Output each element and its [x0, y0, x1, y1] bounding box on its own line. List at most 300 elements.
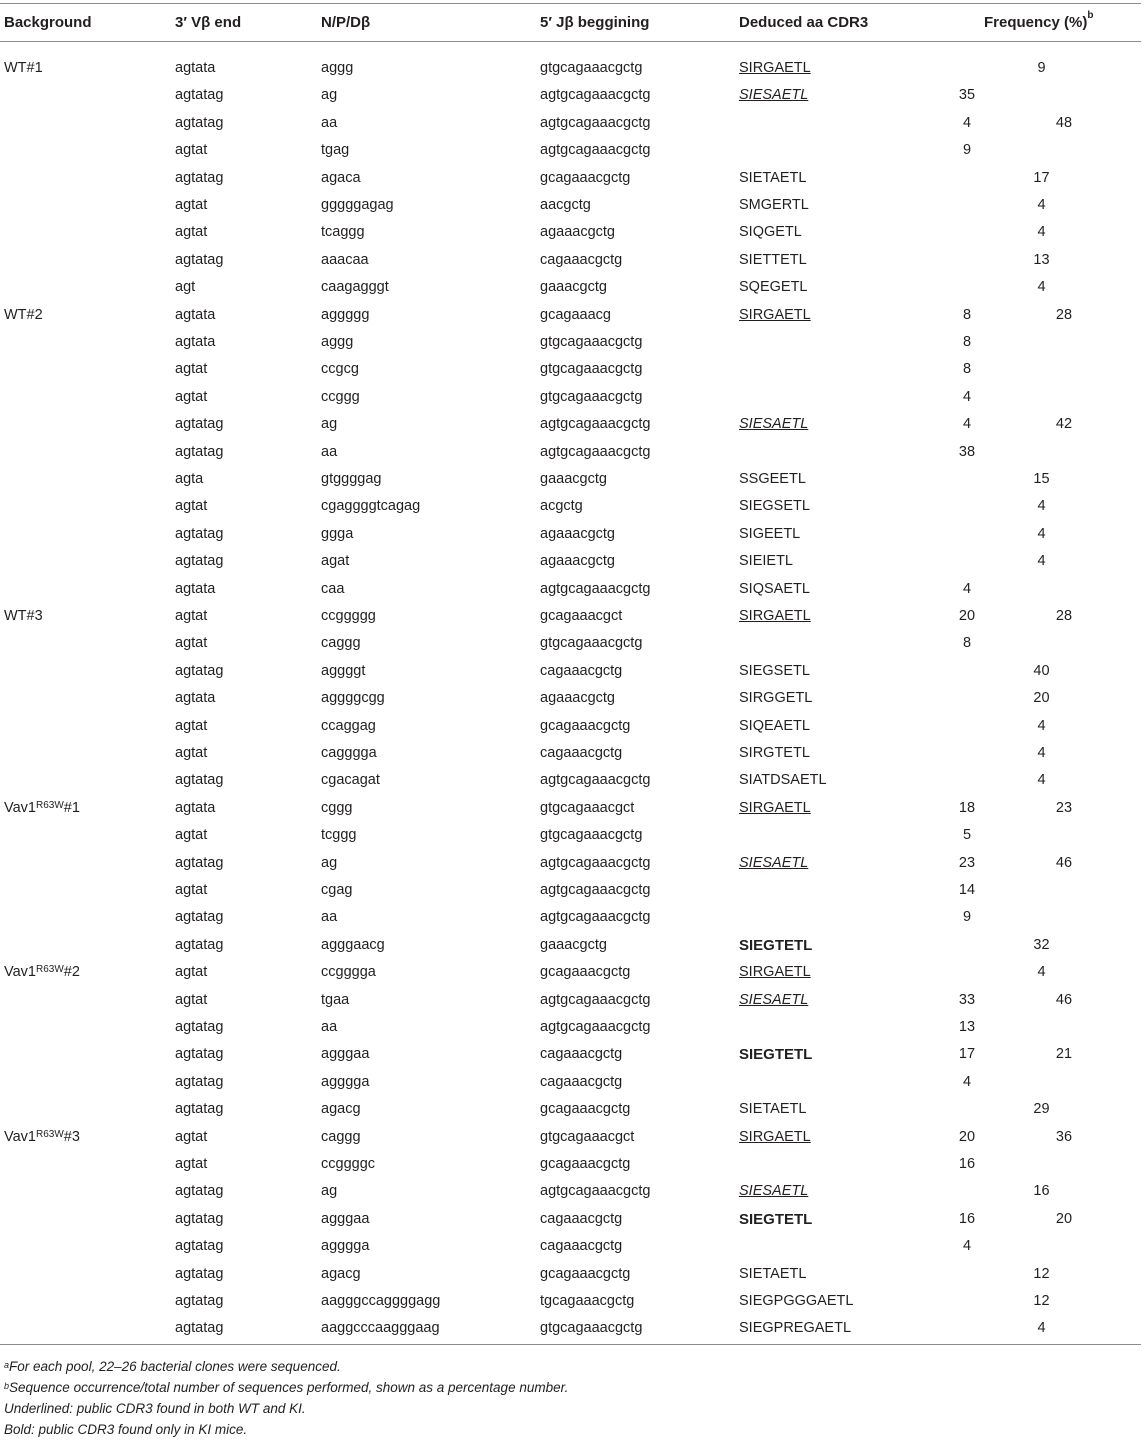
- cell-frequency-seq: 4: [962, 1238, 972, 1255]
- cell-npd: aa: [321, 1019, 338, 1035]
- table-row: [0, 466, 1141, 493]
- cell-npd: caa: [321, 580, 345, 597]
- cell-v-end: agtat: [175, 361, 208, 378]
- table-row: [0, 1124, 1141, 1151]
- cell-j-beginning: cagaaacgctg: [540, 1210, 623, 1227]
- cell-v-end: agtatag: [175, 1210, 224, 1227]
- cell-cdr3: SIQGETL: [739, 224, 802, 241]
- table-row: [0, 439, 1141, 466]
- cell-frequency-seq: 16: [958, 1156, 976, 1172]
- cell-npd: tcggg: [321, 827, 357, 844]
- cell-v-end: agtatag: [175, 1265, 224, 1282]
- cell-cdr3: SIGEETL: [739, 525, 801, 542]
- cell-v-end: agtatag: [175, 1238, 224, 1255]
- table-row: [0, 411, 1141, 438]
- cell-j-beginning: acgctg: [540, 498, 583, 515]
- cell-npd: tcaggg: [321, 224, 365, 241]
- cell-cdr3: SIEGTETL: [739, 1210, 813, 1228]
- cell-npd: ccggggc: [321, 1156, 376, 1172]
- cell-cdr3: SIESAETL: [739, 87, 809, 104]
- cell-v-end: agtat: [175, 224, 208, 241]
- cell-j-beginning: gaaacgctg: [540, 936, 607, 953]
- table-row: [0, 1096, 1141, 1123]
- header-frequency-sup: b: [1087, 10, 1094, 21]
- cell-npd: ccgggga: [321, 964, 376, 981]
- cell-v-end: agtat: [175, 142, 208, 159]
- cell-j-beginning: agtgcagaaacgctg: [540, 1019, 651, 1035]
- background-label: Vav1: [4, 799, 36, 816]
- background-superscript: R63W: [35, 799, 64, 811]
- cell-npd: gggggagag: [321, 197, 394, 213]
- cell-npd: aa: [321, 114, 338, 131]
- cell-j-beginning: gcagaaacgctg: [540, 1101, 631, 1118]
- cell-npd: ggga: [321, 525, 354, 542]
- cell-v-end: agtata: [175, 799, 216, 816]
- table-row: [0, 576, 1141, 603]
- header-frequency-label: Frequency (%): [984, 14, 1088, 31]
- cell-background: [4, 799, 80, 818]
- background-label: WT#3: [4, 608, 43, 624]
- table-row: [0, 713, 1141, 740]
- cell-npd: ccaggag: [321, 717, 376, 734]
- cell-npd: cagggga: [321, 745, 377, 761]
- background-label: Vav1: [4, 1128, 36, 1145]
- cell-j-beginning: gcagaaacgct: [540, 608, 623, 624]
- cell-npd: ccgcg: [321, 361, 359, 378]
- cell-j-beginning: gaaacgctg: [540, 279, 607, 296]
- background-suffix: #1: [63, 799, 80, 816]
- cell-v-end: agtatag: [175, 772, 224, 789]
- table-row: [0, 137, 1141, 164]
- cell-frequency-seq: 38: [958, 443, 976, 460]
- cell-frequency-total: 28: [1055, 306, 1073, 323]
- cell-j-beginning: gtgcagaaacgctg: [540, 1320, 643, 1337]
- cell-cdr3: SQEGETL: [739, 279, 808, 296]
- cell-npd: aaacaa: [321, 251, 369, 268]
- table-row: [0, 356, 1141, 383]
- cell-v-end: agtat: [175, 964, 208, 981]
- cell-frequency-seq: 4: [962, 114, 972, 131]
- cell-frequency-seq: 8: [962, 306, 972, 323]
- cell-cdr3: SSGEETL: [739, 471, 806, 487]
- table-row: [0, 55, 1141, 82]
- cell-j-beginning: agaaacgctg: [540, 690, 615, 707]
- cell-npd: aggg: [321, 60, 354, 76]
- cell-npd: aggggcgg: [321, 690, 385, 707]
- table-row: [0, 1041, 1141, 1068]
- cell-v-end: agtatag: [175, 909, 224, 926]
- cell-cdr3: SIEGTETL: [739, 1046, 813, 1064]
- cell-frequency-seq: 17: [958, 1046, 976, 1063]
- table-row: [0, 685, 1141, 712]
- footnote-text: For each pool, 22–26 bacterial clones were sequenced.: [9, 1359, 341, 1374]
- header-npd: N/P/Dβ: [321, 14, 371, 31]
- cell-npd: caggg: [321, 635, 361, 652]
- cell-j-beginning: gtgcagaaacgctg: [540, 827, 643, 844]
- footnote-text: Bold: public CDR3 found only in KI mice.: [4, 1422, 248, 1437]
- cell-cdr3: SIEGPGGGAETL: [739, 1293, 854, 1309]
- cell-frequency-total: 36: [1055, 1128, 1073, 1145]
- cell-v-end: agtatag: [175, 416, 224, 433]
- cell-frequency-seq: 4: [962, 388, 972, 405]
- cell-frequency-total: 16: [1033, 1183, 1050, 1200]
- cell-npd: agggaa: [321, 1046, 370, 1063]
- background-suffix: #2: [63, 964, 80, 981]
- footnote: [4, 1400, 306, 1418]
- cell-v-end: agtat: [175, 1128, 208, 1145]
- cell-cdr3: SIETAETL: [739, 1265, 807, 1282]
- cell-v-end: agtatag: [175, 251, 224, 268]
- cell-j-beginning: agaaacgctg: [540, 224, 615, 241]
- cell-npd: agggga: [321, 1073, 370, 1090]
- cell-background: [4, 607, 43, 626]
- table-row: [0, 630, 1141, 657]
- footnote-marker: a: [4, 1360, 10, 1370]
- cell-frequency-seq: 4: [962, 416, 972, 433]
- cell-j-beginning: agtgcagaaacgctg: [540, 909, 651, 926]
- table-row: [0, 1069, 1141, 1096]
- cell-background: [4, 59, 43, 78]
- cell-frequency-total: 17: [1033, 169, 1050, 186]
- cell-npd: agacg: [321, 1101, 361, 1118]
- cell-frequency-total: 32: [1033, 936, 1050, 953]
- cell-v-end: agtat: [175, 388, 208, 405]
- table-row: [0, 247, 1141, 274]
- cell-npd: tgag: [321, 142, 350, 159]
- cell-v-end: agta: [175, 471, 204, 487]
- cell-v-end: agtatag: [175, 87, 224, 104]
- table-row: [0, 384, 1141, 411]
- table-row: [0, 1261, 1141, 1288]
- cell-j-beginning: agtgcagaaacgctg: [540, 416, 651, 433]
- cell-cdr3: SIESAETL: [739, 991, 809, 1008]
- cell-npd: caggg: [321, 1128, 361, 1145]
- cell-cdr3: SIQSAETL: [739, 580, 810, 597]
- cell-cdr3: SIRGAETL: [739, 60, 811, 76]
- cell-frequency-total: 20: [1055, 1210, 1073, 1227]
- cell-v-end: agtata: [175, 580, 216, 597]
- cell-frequency-seq: 8: [962, 334, 972, 350]
- background-label: WT#2: [4, 306, 43, 323]
- cell-npd: agacg: [321, 1265, 361, 1282]
- table-row: [0, 877, 1141, 904]
- cell-npd: agaca: [321, 169, 361, 186]
- cell-j-beginning: gcagaaacgctg: [540, 1265, 631, 1282]
- cell-npd: aagggccaggggagg: [321, 1293, 441, 1309]
- cell-v-end: agtata: [175, 690, 216, 707]
- cell-v-end: agtatag: [175, 525, 224, 542]
- table-row: [0, 219, 1141, 246]
- cell-frequency-seq: 8: [962, 635, 972, 652]
- cell-j-beginning: gtgcagaaacgctg: [540, 334, 643, 350]
- cell-npd: agggaa: [321, 1210, 370, 1227]
- cell-v-end: agtata: [175, 306, 216, 323]
- cell-cdr3: SIEGTETL: [739, 936, 813, 954]
- cell-frequency-seq: 20: [958, 608, 976, 624]
- cell-j-beginning: gtgcagaaacgctg: [540, 361, 643, 378]
- cell-j-beginning: agaaacgctg: [540, 553, 615, 570]
- header-background: Background: [4, 14, 92, 31]
- cell-v-end: agtat: [175, 1156, 208, 1172]
- background-suffix: #3: [63, 1128, 80, 1145]
- cell-npd: ag: [321, 416, 338, 433]
- cell-j-beginning: cagaaacgctg: [540, 1073, 623, 1090]
- cell-frequency-total: 4: [1037, 498, 1046, 515]
- table-row: [0, 521, 1141, 548]
- cell-j-beginning: cagaaacgctg: [540, 251, 623, 268]
- cell-v-end: agtatag: [175, 114, 224, 131]
- background-superscript: R63W: [35, 1128, 64, 1140]
- cell-frequency-total: 20: [1033, 690, 1050, 707]
- table-row: [0, 192, 1141, 219]
- cell-frequency-seq: 20: [958, 1128, 976, 1145]
- table-row: [0, 1178, 1141, 1205]
- table-row: [0, 603, 1141, 630]
- table-row: [0, 767, 1141, 794]
- cell-j-beginning: agtgcagaaacgctg: [540, 772, 651, 789]
- cell-cdr3: SIRGAETL: [739, 608, 811, 624]
- cell-npd: ccggggg: [321, 608, 376, 624]
- cell-j-beginning: agtgcagaaacgctg: [540, 443, 651, 460]
- header-j-beginning: 5′ Jβ beggining: [540, 14, 650, 31]
- cell-npd: aggg: [321, 334, 354, 350]
- cell-npd: ag: [321, 854, 338, 871]
- table-row: [0, 959, 1141, 986]
- cell-frequency-seq: 16: [958, 1210, 976, 1227]
- footnote: [4, 1358, 341, 1376]
- cell-j-beginning: gtgcagaaacgctg: [540, 635, 643, 652]
- cell-frequency-seq: 5: [962, 827, 972, 844]
- cell-v-end: agtat: [175, 745, 208, 761]
- table-row: [0, 548, 1141, 575]
- cell-j-beginning: agaaacgctg: [540, 525, 615, 542]
- cell-v-end: agtatag: [175, 553, 224, 570]
- cell-j-beginning: tgcagaaacgctg: [540, 1293, 635, 1309]
- cell-frequency-total: 4: [1037, 745, 1046, 761]
- cell-j-beginning: agtgcagaaacgctg: [540, 87, 651, 104]
- cell-frequency-total: 4: [1037, 279, 1046, 296]
- cell-v-end: agtata: [175, 60, 216, 76]
- cell-cdr3: SIETAETL: [739, 1101, 807, 1118]
- cell-v-end: agtat: [175, 882, 208, 898]
- cell-j-beginning: aacgctg: [540, 197, 591, 213]
- cell-v-end: agtat: [175, 498, 208, 515]
- cell-frequency-total: 21: [1055, 1046, 1073, 1063]
- background-superscript: R63W: [35, 964, 64, 976]
- cell-npd: agggaacg: [321, 936, 385, 953]
- cell-frequency-total: 46: [1055, 991, 1073, 1008]
- table-row: [0, 1014, 1141, 1041]
- cell-frequency-total: 4: [1037, 224, 1046, 241]
- cell-cdr3: SIEGSETL: [739, 498, 810, 515]
- cell-v-end: agtat: [175, 635, 208, 652]
- cell-v-end: agt: [175, 279, 196, 296]
- cell-npd: aggggg: [321, 306, 370, 323]
- header-rule: [0, 41, 1141, 42]
- cell-npd: aa: [321, 443, 338, 460]
- cell-frequency-seq: 35: [958, 87, 976, 104]
- table-row: [0, 302, 1141, 329]
- cell-v-end: agtatag: [175, 662, 224, 679]
- cell-frequency-total: 4: [1037, 553, 1046, 570]
- cell-v-end: agtat: [175, 608, 208, 624]
- cell-v-end: agtata: [175, 334, 216, 350]
- cell-cdr3: SIETTETL: [739, 251, 807, 268]
- cell-cdr3: SIRGAETL: [739, 964, 811, 981]
- cell-cdr3: SIRGAETL: [739, 1128, 811, 1145]
- header-cdr3: Deduced aa CDR3: [739, 14, 869, 31]
- cell-v-end: agtatag: [175, 1073, 224, 1090]
- cell-j-beginning: agtgcagaaacgctg: [540, 854, 651, 871]
- table-row: [0, 493, 1141, 520]
- cell-npd: gtggggag: [321, 471, 382, 487]
- cell-j-beginning: cagaaacgctg: [540, 1046, 623, 1063]
- cell-j-beginning: cagaaacgctg: [540, 662, 623, 679]
- cell-npd: cgaggggtcagag: [321, 498, 421, 515]
- cell-cdr3: SIETAETL: [739, 169, 807, 186]
- cell-frequency-total: 13: [1033, 251, 1050, 268]
- cell-v-end: agtatag: [175, 443, 224, 460]
- cell-frequency-total: 9: [1037, 60, 1046, 76]
- cell-v-end: agtatag: [175, 169, 224, 186]
- cell-v-end: agtatag: [175, 1101, 224, 1118]
- table-row: [0, 329, 1141, 356]
- cell-frequency-seq: 23: [958, 854, 976, 871]
- cell-frequency-total: 4: [1037, 772, 1046, 789]
- table-row: [0, 165, 1141, 192]
- cell-v-end: agtat: [175, 717, 208, 734]
- cell-j-beginning: gcagaaacgctg: [540, 717, 631, 734]
- cell-frequency-total: 4: [1037, 525, 1046, 542]
- cell-frequency-seq: 8: [962, 361, 972, 378]
- table-row: [0, 1233, 1141, 1260]
- cell-cdr3: SIEIETL: [739, 553, 793, 570]
- cell-frequency-total: 4: [1037, 964, 1046, 981]
- cell-frequency-total: 4: [1037, 717, 1046, 734]
- cell-frequency-total: 40: [1033, 662, 1050, 679]
- cell-frequency-seq: 13: [958, 1019, 976, 1035]
- cell-v-end: agtatag: [175, 1019, 224, 1035]
- cell-background: [4, 963, 80, 982]
- cell-cdr3: SIATDSAETL: [739, 772, 827, 789]
- table-row: [0, 1151, 1141, 1178]
- footnote-text: Underlined: public CDR3 found in both WT and KI.: [4, 1401, 306, 1416]
- table-row: [0, 274, 1141, 301]
- cell-npd: caagagggt: [321, 279, 389, 296]
- table-top-rule: [0, 3, 1141, 4]
- cell-npd: ag: [321, 87, 338, 104]
- cell-v-end: agtatag: [175, 1293, 224, 1309]
- cell-npd: aggggt: [321, 662, 366, 679]
- table-row: [0, 740, 1141, 767]
- cell-frequency-seq: 9: [962, 142, 972, 159]
- cell-v-end: agtatag: [175, 1046, 224, 1063]
- cell-j-beginning: gtgcagaaacgct: [540, 799, 635, 816]
- footnote-marker: b: [4, 1381, 10, 1391]
- header-frequency: [984, 10, 1094, 33]
- cell-background: [4, 1128, 80, 1147]
- footnote: [4, 1421, 247, 1439]
- cell-frequency-total: 12: [1033, 1293, 1050, 1309]
- table-row: [0, 82, 1141, 109]
- cell-j-beginning: gtgcagaaacgct: [540, 1128, 635, 1145]
- cell-frequency-seq: 33: [958, 991, 976, 1008]
- cell-cdr3: SIRGAETL: [739, 306, 811, 323]
- cell-cdr3: SIRGAETL: [739, 799, 811, 816]
- cell-npd: ccggg: [321, 388, 360, 405]
- cell-j-beginning: agtgcagaaacgctg: [540, 1183, 651, 1200]
- cell-cdr3: SIRGTETL: [739, 745, 810, 761]
- cell-cdr3: SIQEAETL: [739, 717, 810, 734]
- cell-cdr3: SIEGPREGAETL: [739, 1320, 852, 1337]
- cell-j-beginning: gcagaaacgctg: [540, 1156, 631, 1172]
- cell-j-beginning: agtgcagaaacgctg: [540, 114, 651, 131]
- cell-npd: aa: [321, 909, 338, 926]
- cell-j-beginning: gtgcagaaacgctg: [540, 388, 643, 405]
- cell-npd: cgacagat: [321, 772, 380, 789]
- cell-v-end: agtatag: [175, 936, 224, 953]
- cell-j-beginning: agtgcagaaacgctg: [540, 882, 651, 898]
- background-label: Vav1: [4, 964, 36, 981]
- cell-cdr3: SMGERTL: [739, 197, 809, 213]
- cell-j-beginning: gcagaaacgctg: [540, 964, 631, 981]
- cell-j-beginning: agtgcagaaacgctg: [540, 991, 651, 1008]
- cell-cdr3: SIRGGETL: [739, 690, 813, 707]
- table-row: [0, 658, 1141, 685]
- cell-cdr3: SIEGSETL: [739, 662, 810, 679]
- cell-background: [4, 306, 43, 325]
- cell-cdr3: SIESAETL: [739, 416, 809, 433]
- footnote: [4, 1379, 568, 1397]
- cell-j-beginning: gaaacgctg: [540, 471, 607, 487]
- background-label: WT#1: [4, 60, 43, 76]
- cell-frequency-total: 48: [1055, 114, 1073, 131]
- cell-frequency-total: 42: [1055, 416, 1073, 433]
- cell-v-end: agtat: [175, 197, 208, 213]
- cell-j-beginning: cagaaacgctg: [540, 745, 623, 761]
- cell-npd: agat: [321, 553, 350, 570]
- cell-v-end: agtatag: [175, 1183, 224, 1200]
- cell-frequency-total: 15: [1033, 471, 1050, 487]
- cell-frequency-seq: 18: [958, 799, 976, 816]
- cell-cdr3: SIESAETL: [739, 854, 809, 871]
- cell-j-beginning: gcagaaacg: [540, 306, 611, 323]
- cell-j-beginning: gtgcagaaacgctg: [540, 60, 643, 76]
- cell-npd: agggga: [321, 1238, 370, 1255]
- table-row: [0, 904, 1141, 931]
- cell-v-end: agtatag: [175, 854, 224, 871]
- table-row: [0, 932, 1141, 959]
- cell-frequency-seq: 4: [962, 580, 972, 597]
- cell-j-beginning: cagaaacgctg: [540, 1238, 623, 1255]
- cell-npd: ag: [321, 1183, 338, 1200]
- cell-frequency-total: 12: [1033, 1265, 1050, 1282]
- cell-npd: cggg: [321, 799, 353, 816]
- cell-v-end: agtatag: [175, 1320, 224, 1337]
- table-row: [0, 1315, 1141, 1342]
- cell-frequency-seq: 9: [962, 909, 972, 926]
- cell-frequency-total: 46: [1055, 854, 1073, 871]
- table-row: [0, 822, 1141, 849]
- table-row: [0, 850, 1141, 877]
- cell-frequency-total: 4: [1037, 1320, 1046, 1337]
- cell-frequency-total: 28: [1055, 608, 1073, 624]
- cell-j-beginning: agtgcagaaacgctg: [540, 142, 651, 159]
- table-row: [0, 795, 1141, 822]
- cell-npd: aaggcccaagggaag: [321, 1320, 440, 1337]
- cell-v-end: agtat: [175, 827, 208, 844]
- cell-cdr3: SIESAETL: [739, 1183, 809, 1200]
